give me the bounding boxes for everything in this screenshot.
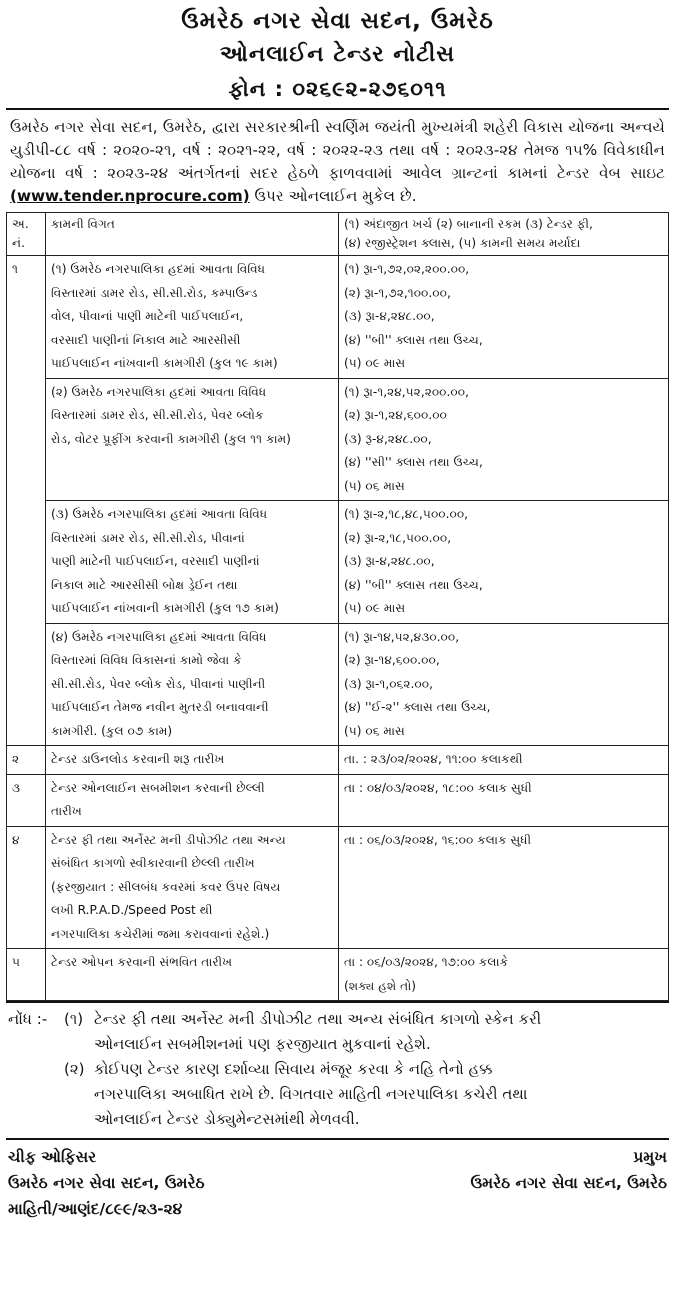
chief-officer-org: ઉમરેઠ નગર સેવા સદન, ઉમરેઠ: [8, 1174, 205, 1192]
notice-org-title: ઉમરેઠ નગર સેવા સદન, ઉમરેઠ: [181, 8, 494, 34]
schedule-description-cell: ટેન્ડર ઓપન કરવાની સંભવિત તારીખ: [46, 949, 339, 1001]
note-text: ટેન્ડર ફી તથા અર્નેસ્ટ મની ડીપોઝીટ તથા અન્ય સંબંધિત કાગળો સ્કેન કરી ઓનલાઈન સબમીશનમાં પણ ફરજીયાત મુકવાનાં રહેશે.: [94, 1010, 542, 1053]
schedule-description-cell: ટેન્ડર ઓનલાઈન સબમીશન કરવાની છેલ્લી તારીખ: [46, 774, 339, 826]
notice-title: ઓનલાઈન ટેન્ડર નોટીસ: [219, 42, 456, 67]
note-number: (૨): [64, 1060, 85, 1078]
signature-left: [8, 1144, 205, 1222]
col-work-details: કામની વિગત: [46, 213, 339, 256]
table-row: [7, 378, 669, 501]
table-row: [7, 256, 669, 379]
serial-cell: ૧: [7, 256, 46, 746]
intro-text: ઉમરેઠ નગર સેવા સદન, ઉમરેઠ, દ્વારા સરકારશ્રીની સ્વર્ણિમ જયંતી મુખ્યમંત્રી શહેરી વિકાસ યોજના અન્વયે યુડીપી-૮૮ વર્ષ : ૨૦૨૦-૨૧, વર્ષ : ૨૦૨૧-૨૨, વર્ષ : ૨૦૨૨-૨૩ તથા વર્ષ : ૨૦૨૩-૨૪ તેમજ ૧૫% વિવેકાધીન યોજના વર્ષ : ૨૦૨૩-૨૪ અંતર્ગતનાં સદર હેઠળે ફાળવવામાં આવેલ ગ્રાન્ટનાં કામનાં ટેન્ડર વેબ સાઇટ: [10, 118, 665, 182]
schedule-row: [7, 746, 669, 775]
signature-divider: [6, 1138, 669, 1140]
table-body: [7, 256, 669, 1001]
schedule-date-cell: તા : ૦૬/૦૩/૨૦૨૪, ૧૭:૦૦ કલાકે (શક્ય હશે તો): [339, 949, 669, 1001]
cost-details-cell: (૧) રૂા-૧૪,૫૨,૪૩૦.૦૦, (૨) રૂા-૧૪,૬૦૦.૦૦, (૩) રૂા-૧,૦૬૨.૦૦, (૪) ''ઈ-૨'' ક્લાસ તથા ઉચ્ચ, (૫) ૦૬ માસ: [339, 623, 669, 746]
serial-cell: ૫: [7, 949, 46, 1001]
work-description-cell: (૪) ઉમરેઠ નગરપાલિકા હદમાં આવતા વિવિધ વિસ્તારમાં વિવિધ વિકાસનાં કામો જેવા કે સી.સી.રોડ, પેવર બ્લોક રોડ, પીવાનાં પાણીની પાઈપલાઈન તેમજ નવીન મુતરડી બનાવવાની કામગીરી. (કુલ ૦૭ કામ): [46, 623, 339, 746]
notice-phone: ફોન : ૦૨૬૯૨-૨૭૬૦૧૧: [228, 77, 447, 101]
work-description-cell: (૩) ઉમરેઠ નગરપાલિકા હદમાં આવતા વિવિધ વિસ્તારમાં ડામર રોડ, સી.સી.રોડ, પીવાનાં પાણી માટેની પાઈપલાઈન, વરસાદી પાણીનાં નિકાલ માટે આરસીસી બોક્ષ ડ્રેઈન તથા પાઈપલાઈન નાંખવાની કામગીરી (કુલ ૧૭ કામ): [46, 501, 339, 624]
tender-notice: [6, 4, 669, 1222]
col-serial: અ. નં.: [7, 213, 46, 256]
president-title: પ્રમુખ: [633, 1148, 667, 1166]
signature-right: [470, 1144, 667, 1222]
intro-text-end: ઉપર ઓનલાઈન મુકેલ છે.: [254, 187, 417, 205]
schedule-row: [7, 826, 669, 949]
schedule-date-cell: તા : ૦૪/૦૩/૨૦૨૪, ૧૮:૦૦ કલાક સુધી: [339, 774, 669, 826]
note-text: કોઈપણ ટેન્ડર કારણ દર્શાવ્યા સિવાય મંજૂર કરવા કે નહિ તેનો હક્ક નગરપાલિકા અબાધિત રાખે છે. વિગતવાર માહિતી નગરપાલિકા કચેરી તથા ઓનલાઈન ટેન્ડર ડોક્યુમેન્ટસમાંથી મેળવવી.: [94, 1060, 528, 1128]
col-cost-details: (૧) અંદાજીત ખર્ચ (૨) બાનાની રકમ (૩) ટેન્ડર ફી, (૪) રજીસ્ટ્રેશન ક્લાસ, (૫) કામની સમય મર્યાદા: [339, 213, 669, 256]
schedule-description-cell: ટેન્ડર ડાઉનલોડ કરવાની શરૂ તારીખ: [46, 746, 339, 775]
signature-block: [6, 1144, 669, 1222]
cost-details-cell: (૧) રૂા-૨,૧૮,૪૮,૫૦૦.૦૦, (૨) રૂા-૨,૧૮,૫૦૦.૦૦, (૩) રૂા-૪,૨૪૮.૦૦, (૪) ''બી'' ક્લાસ તથા ઉચ્ચ, (૫) ૦૯ માસ: [339, 501, 669, 624]
chief-officer-title: ચીફ ઓફિસર: [8, 1148, 97, 1166]
note-item: [8, 1057, 667, 1132]
note-item: [8, 1007, 667, 1057]
schedule-description-cell: ટેન્ડર ફી તથા અર્નેસ્ટ મની ડીપોઝીટ તથા અન્ય સંબંધિત કાગળો સ્વીકારવાની છેલ્લી તારીખ (ફરજીયાત : સીલબંધ કવરમાં કવર ઉપર વિષય લખી R.P.A.D./Speed Post થી નગરપાલિકા કચેરીમાં જમા કરાવવાનાં રહેશે.): [46, 826, 339, 949]
serial-cell: ૪: [7, 826, 46, 949]
notes-section: [6, 1001, 669, 1132]
president-org: ઉમરેઠ નગર સેવા સદન, ઉમરેઠ: [470, 1174, 667, 1192]
table-header-row: [7, 213, 669, 256]
schedule-row: [7, 774, 669, 826]
work-description-cell: (૧) ઉમરેઠ નગરપાલિકા હદમાં આવતા વિવિધ વિસ્તારમાં ડામર રોડ, સી.સી.રોડ, કમ્પાઉન્ડ વોલ, પીવાનાં પાણી માટેની પાઈપલાઈન, વરસાદી પાણીનાં નિકાલ માટે આરસીસી પાઈપલાઈન નાંખવાની કામગીરી (કુલ ૧૯ કામ): [46, 256, 339, 379]
work-description-cell: (૨) ઉમરેઠ નગરપાલિકા હદમાં આવતા વિવિધ વિસ્તારમાં ડામર રોડ, સી.સી.રોડ, પેવર બ્લોક રોડ, વોટર પ્રૂફીંગ કરવાની કામગીરી (કુલ ૧૧ કામ): [46, 378, 339, 501]
cost-details-cell: (૧) રૂા-૧,૨૪,૫૨,૨૦૦.૦૦, (૨) રૂા-૧,૨૪,૬૦૦.૦૦ (૩) રૂ-૪,૨૪૮.૦૦, (૪) ''સી'' ક્લાસ તથા ઉચ્ચ, (૫) ૦૬ માસ: [339, 378, 669, 501]
cost-details-cell: (૧) રૂા-૧,૭૨,૦૨,૨૦૦.૦૦, (૨) રૂા-૧,૭૨,૧૦૦.૦૦, (૩) રૂા-૪,૨૪૮.૦૦, (૪) ''બી'' ક્લાસ તથા ઉચ્ચ, (૫) ૦૯ માસ: [339, 256, 669, 379]
table-row: [7, 623, 669, 746]
tender-website-link[interactable]: (www.tender.nprocure.com): [10, 187, 250, 205]
serial-cell: ૨: [7, 746, 46, 775]
table-row: [7, 501, 669, 624]
tender-table: [6, 212, 669, 1001]
notes-label: નોંધ :-: [8, 1010, 48, 1028]
schedule-date-cell: તા : ૦૬/૦૩/૨૦૨૪, ૧૬:૦૦ કલાક સુધી: [339, 826, 669, 949]
serial-cell: ૩: [7, 774, 46, 826]
reference-number: માહિતી/આણંદ/૮૯૯/૨૩-૨૪: [8, 1200, 183, 1218]
schedule-date-cell: તા. : ૨૩/૦૨/૨૦૨૪, ૧૧:૦૦ કલાકથી: [339, 746, 669, 775]
schedule-row: [7, 949, 669, 1001]
note-number: (૧): [64, 1010, 84, 1028]
intro-paragraph: [6, 108, 669, 212]
